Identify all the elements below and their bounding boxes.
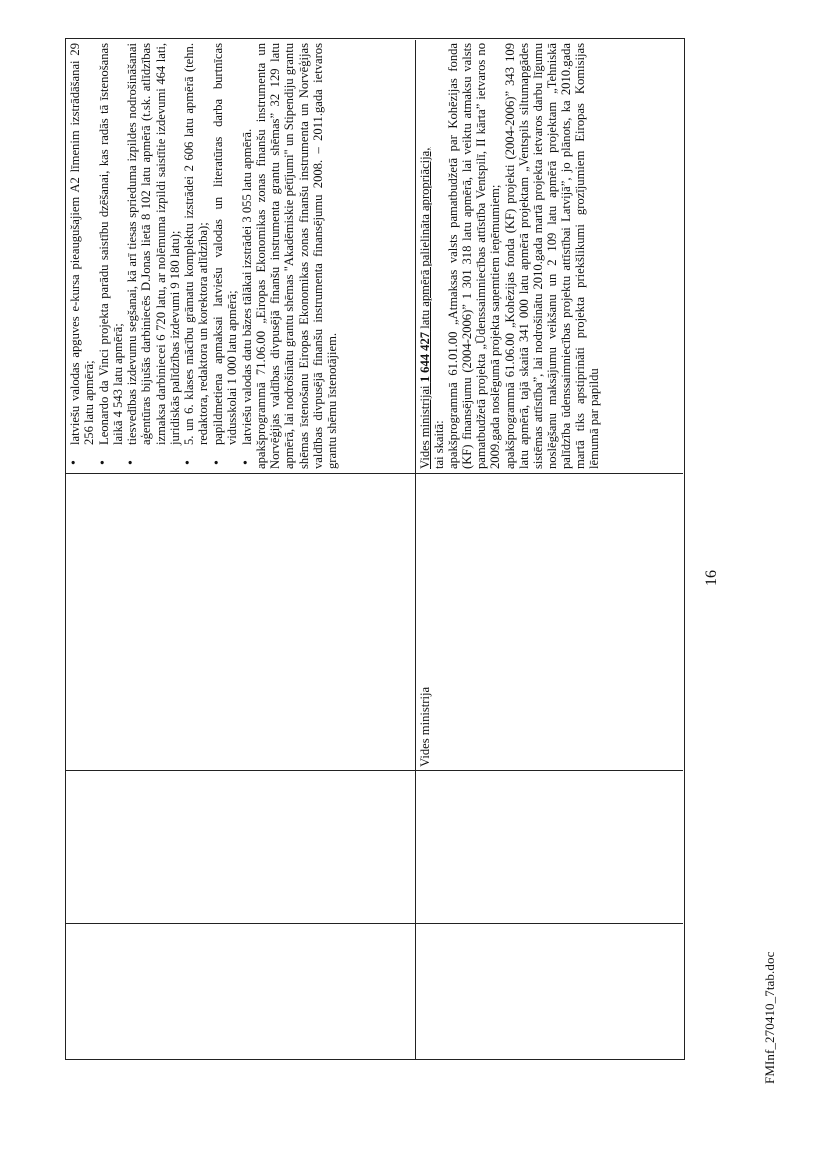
expense-bullet-list [68,43,254,469]
column-divider [66,473,683,474]
column-divider [66,770,683,771]
list-item: • latviešu valodas apguves e-kursa pieaugušajiem A2 līmenim izstrādāšanai 29 256 latu apmērā; [68,43,96,469]
intro-amount: 1 644 427 [418,331,432,383]
intro-suffix: latu apmērā palielināta apropriācija, [418,147,432,332]
list-item: • papildmetiena apmaksai latviešu valodas un literatūras darba burtnīcas vidusskolai 1 000 latu apmērā; [211,43,239,469]
allocation-intro [418,43,432,469]
page-number: 16 [703,570,720,586]
subprogram-paragraph: apakšprogrammā 61.01.00 „Atmaksas valsts pamatbudžetā par Kohēzijas fonda (KF) finansējumu (2004-2006)” 1 301 318 latu apmērā, lai veiktu atmaksu valsts pamatbudžetā projekta „Ūdenssaimniecības attīstība Ventspilī, II kārta” ietvaros no 2009.gada noslēgumā projekta saņemtiem ieņēmumiem; [446,43,503,469]
column-divider [66,923,683,924]
ministry-name: Vides ministrija [418,686,432,767]
list-item: • tiesvedības izdevumu segšanai, kā arī tiesas sprieduma izpildes nodrošināšanai aģentūras bijušās darbiniecēs D.Jonas lietā 8 102 latu apmērā (t.sk. atlīdzības izmaksa darbiniecei 6 720 latu, ar nolēmuma izpildi saistītie izdevumi 464 lati, juridiskās palīdzības izdevumi 9 180 latu); [125,43,181,469]
cell-row2-details [418,43,681,469]
tai-skaita-label: tai skaitā: [432,420,447,469]
list-item: • latviešu valodas datu bāzes tālākai izstrādei 3 055 latu apmērā. [240,43,254,469]
footer-filename: FMInf_270410_7tab.doc [762,951,777,1084]
row-divider [415,40,416,1059]
subprogram-paragraph: apakšprogrammā 61.06.00 „Kohēzijas fonda (KF) projekti (2004-2006)” 343 109 latu apmērā, tajā skaitā 341 000 latu apmērā projektam „Ventspils siltumapgādes sistēmas attīstība”, lai nodrošinātu 2010.gada martā projekta ietvaros darbu līgumu noslēgšanu maksājumu veikšanu un 2 109 latu apmērā projektam „Tehniskā palīdzība ūdenssaimniecības projektu attīstībai Latvijā”, jo plānots, ka 2010.gada martā tiks apstiprināti projekta priekšlikumi grozījumiem Eiropas Komisijas lēmumā par papildu [502,43,602,469]
cell-row2-ministry [418,477,458,767]
subprogram-paragraph: apakšprogrammā 71.06.00 „Eiropas Ekonomikas zonas finanšu instrumenta un Norvēģijas valdības divpusējā finanšu instrumenta grantu shēmas” 32 129 latu apmērā, lai nodrošinātu grantu shēmas "Akadēmiskie pētījumi" un Stipendiju grantu shēmas īstenošanu Eiropas Ekonomikas zonas finanšu instrumenta un Norvēģijas valdības divpusējā finanšu instrumenta finansējumu 2008. – 2011.gada ietvaros grantu shēmu īstenotājiem. [254,43,339,469]
budget-table [65,38,685,1060]
allocation-intro-text [418,148,432,469]
cell-row1-details [68,43,414,469]
list-item: • 5. un 6. klases mācību grāmatu komplektu izstrādei 2 606 latu apmērā (tehn. redaktora, redaktora un korektora atlīdzība); [182,43,210,469]
list-item: • Leonardo da Vinci projekta parādu saistību dzēšanai, kas radās tā īstenošanas laikā 4 543 latu apmērā; [97,43,125,469]
intro-prefix: Vides ministrijai [418,382,432,469]
